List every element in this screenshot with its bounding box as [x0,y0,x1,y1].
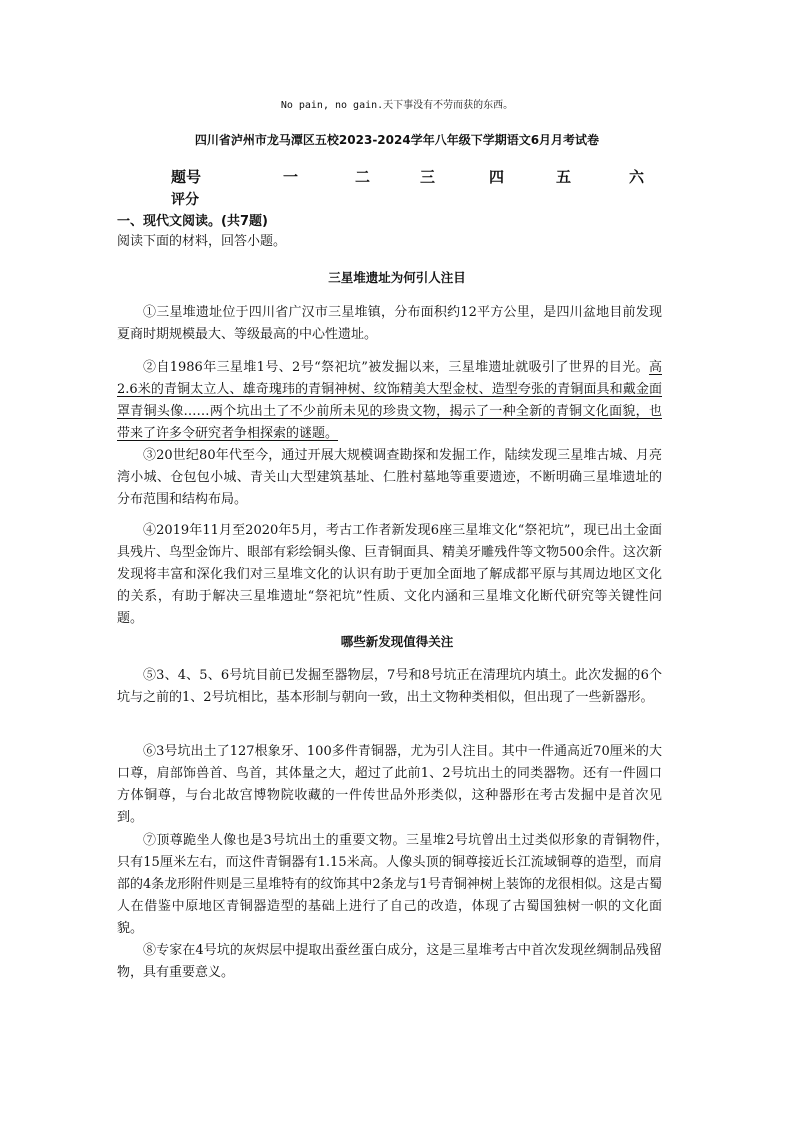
score-column-1: 一 [283,168,299,186]
paragraph-2 [117,357,662,445]
score-table-header [171,166,661,190]
score-column-5: 五 [556,168,572,186]
page-motto: No pain, no gain.天下事没有不劳而获的东西。 [280,100,514,111]
article-title: 三星堆遗址为何引人注目 [328,270,466,285]
paragraph-6: ⑥3号坑出土了127根象牙、100多件青铜器，尤为引人注目。其中一件通高近70厘米的大口尊，肩部饰兽首、鸟首，其体量之大，超过了此前1、2号坑出土的同类器物。还有一件圆口方体铜尊，与台北故宫博物院收藏的一件传世品外形类似，这种器形在考古发掘中是首次见到。 [117,744,662,825]
score-column-2: 二 [355,168,371,186]
score-column-3: 三 [420,168,436,186]
paragraph-4: ④2019年11月至2020年5月，考古工作者新发现6座三星堆文化“祭祀坑”，现已出土金面具残片、鸟型金饰片、眼部有彩绘铜头像、巨青铜面具、精美牙雕残件等文物500余件。这次新发现将丰富和深化我们对三星堆文化的认识有助于更加全面地了解成都平原与其周边地区文化的关系，有助于解决三星堆遗址“祭祀坑”性质、文化内涵和三星堆文化断代研究等关键性问题。 [117,523,662,626]
paragraph-2-underlined: 高2.6米的青铜太立人、雄奇瑰玮的青铜神树、纹饰精美大型金杖、造型夸张的青铜面具和戴金面罩青铜头像……两个坑出土了不少前所未见的珍贵文物，揭示了一种全新的青铜文化面貌，也带来了许多令研究者争相探索的谜题。 [117,360,662,441]
article-subtitle: 哪些新发现值得关注 [340,634,454,649]
score-row-label: 题号 [171,168,202,186]
score-column-6: 六 [629,168,645,186]
paragraph-2-intro: ②自1986年三星堆1号、2号“祭祀坑”被发掘以来，三星堆遗址就吸引了世界的目光。 [143,360,649,375]
exam-title: 四川省泸州市龙马潭区五校2023-2024学年八年级下学期语文6月月考试卷 [194,133,600,147]
section-title: 一、现代文阅读。(共7题) [117,214,268,229]
paragraph-3: ③20世纪80年代至今，通过开展大规模调查勘探和发掘工作，陆续发现三星堆古城、月亮湾小城、仓包包小城、青关山大型建筑基址、仁胜村墓地等重要遗迹，不断明确三星堆遗址的分布范围和结构布局。 [117,448,662,507]
reading-instruction: 阅读下面的材料，回答小题。 [117,234,287,249]
paragraph-1: ①三星堆遗址位于四川省广汉市三星堆镇，分布面积约12平方公里，是四川盆地目前发现夏商时期规模最大、等级最高的中心性遗址。 [117,305,662,342]
paragraph-8: ⑧专家在4号坑的灰烬层中提取出蚕丝蛋白成分，这是三星堆考古中首次发现丝绸制品残留物，具有重要意义。 [117,943,662,980]
paragraph-5: ⑤3、4、5、6号坑目前已发掘至器物层，7号和8号坑正在清理坑内填土。此次发掘的6个坑与之前的1、2号坑相比，基本形制与朝向一致，出土文物种类相似，但出现了一些新器形。 [117,668,662,705]
paragraph-7: ⑦顶尊跪坐人像也是3号坑出土的重要文物。三星堆2号坑曾出土过类似形象的青铜物件， 只有15厘米左右，而这件青铜器有1.15米高。人像头顶的铜尊接近长江流域铜尊的造型，而肩部的4条龙形附件则是三星堆特有的纹饰其中2条龙与1号青铜神树上装饰的龙很相似。这是古蜀人在借鉴中原地区青铜器造型的基础上进行了自己的改造，体现了古蜀国独树一帜的文化面貌。 [117,833,676,936]
score-label: 评分 [171,192,199,208]
score-column-4: 四 [489,168,505,186]
